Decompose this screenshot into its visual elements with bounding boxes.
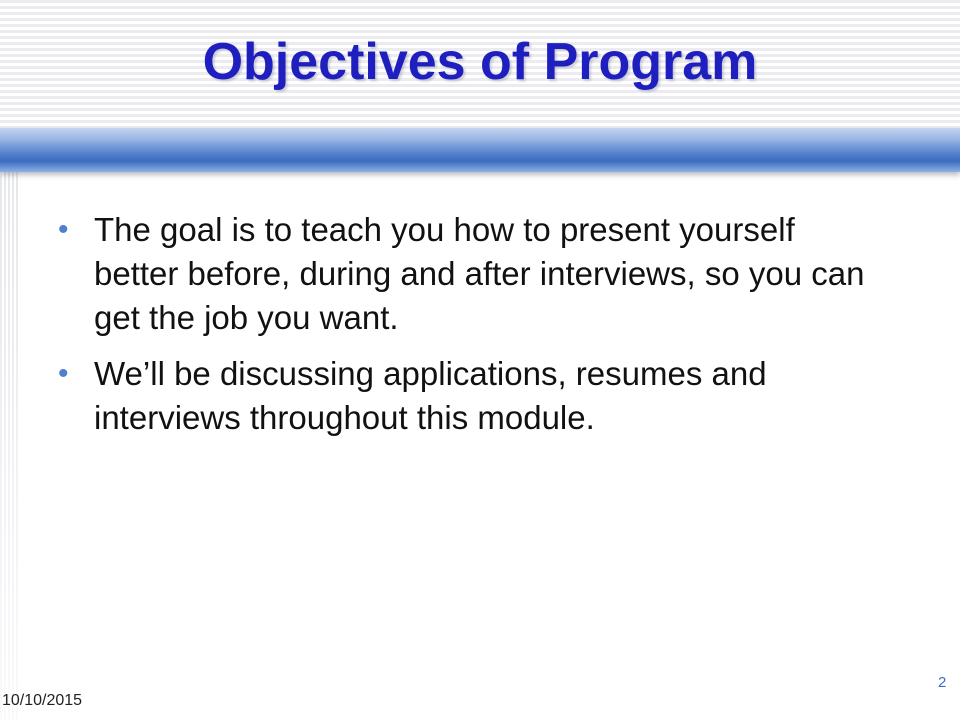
bullet-list bbox=[58, 208, 878, 452]
bullet-text: The goal is to teach you how to present yourself better before, during and after interviews, so you can get the job you want. bbox=[94, 211, 865, 336]
bullet-text: We’ll be discussing applications, resumes and interviews throughout this module. bbox=[94, 355, 767, 436]
slide-title: Objectives of Program bbox=[202, 33, 758, 91]
side-stripes bbox=[0, 170, 20, 720]
page-number: 2 bbox=[938, 674, 947, 691]
slide-date: 10/10/2015 bbox=[2, 692, 83, 709]
bullet-item-goal bbox=[58, 208, 878, 340]
bullet-item-topics bbox=[58, 352, 878, 440]
bullet-icon: • bbox=[58, 213, 69, 246]
header-band bbox=[0, 128, 960, 172]
bullet-icon: • bbox=[58, 357, 69, 390]
